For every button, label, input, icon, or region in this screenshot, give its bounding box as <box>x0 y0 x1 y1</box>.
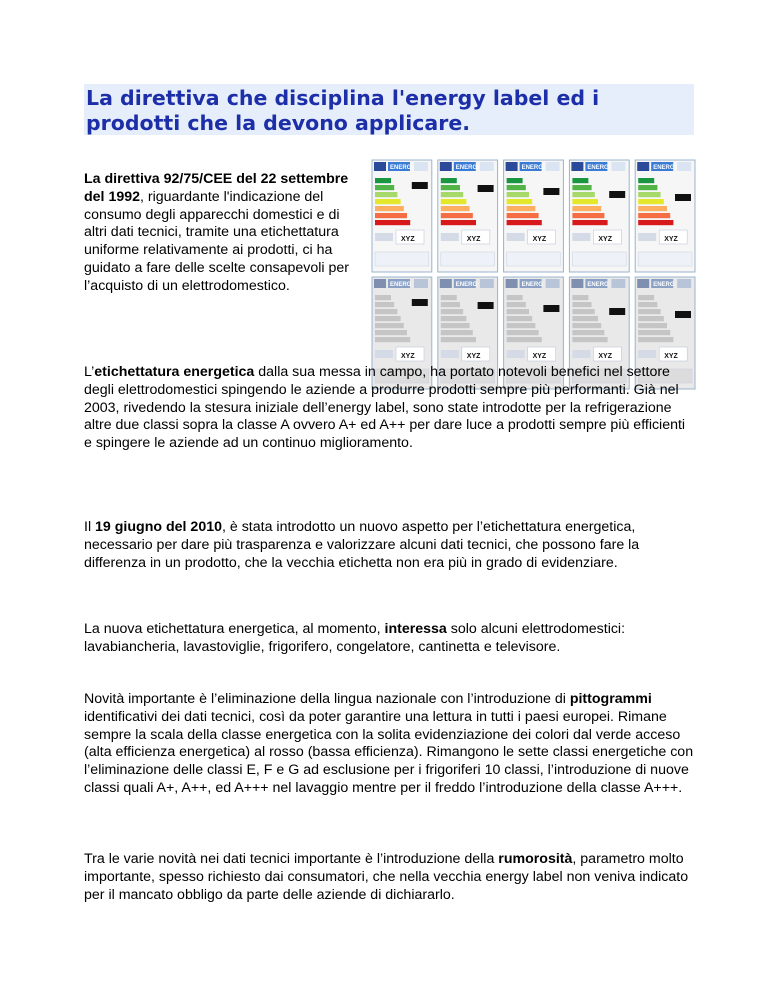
info-lines <box>572 233 590 241</box>
energy-class-bar <box>507 206 536 211</box>
energy-class-bar <box>572 302 591 307</box>
energy-class-bar <box>441 178 457 183</box>
model-code: XYZ <box>401 236 415 243</box>
eu-flag <box>440 279 452 288</box>
energy-class-bar <box>572 178 588 183</box>
eu-flag <box>374 162 386 171</box>
energy-class-bar <box>507 337 542 342</box>
energy-class-bar <box>441 309 463 314</box>
energy-class-bar <box>375 220 410 225</box>
model-code: XYZ <box>466 236 481 243</box>
page-title: La direttiva che disciplina l'energy label ed i prodotti che la devono applicare. <box>86 86 600 135</box>
eu-flag <box>374 279 386 288</box>
energy-label-heading: ENERG <box>653 165 675 171</box>
energy-class-bar <box>572 220 607 225</box>
energy-class-bar <box>507 199 533 204</box>
energy-class-bar <box>507 192 529 197</box>
energy-class-bar <box>375 337 410 342</box>
energy-class-bar <box>507 323 536 328</box>
energy-class-bar <box>375 178 391 183</box>
energy-class-bar <box>441 192 463 197</box>
energy-class-arrow <box>478 302 494 309</box>
energy-class-bar <box>638 337 673 342</box>
paragraph-directive: La direttiva 92/75/CEE del 22 settembre del 1992, riguardante l'indicazione del consumo degli apparecchi domestici e di altri dati tecnici, tramite una etichettatura uniforme relativamente ai prodotti, ci ha guidato a fare delle scelte consapevoli per l’acquisto di un elettrodomestico. <box>84 171 350 294</box>
energy-class-arrow <box>543 188 559 195</box>
info-lines <box>507 233 525 241</box>
model-code: XYZ <box>532 353 547 360</box>
pictograms-highlight: pittogrammi <box>569 691 652 707</box>
paragraph-noise: Tra le varie novità nei dati tecnici importante è l’introduzione della rumorosità, parametro molto importante, spesso richiesto dai consumatori, che nella vecchia energy label non veniva indicato per il mancato obbligo da parte delle aziende di dichiararlo. <box>84 851 689 903</box>
energy-class-bar <box>638 185 657 190</box>
energy-class-bar <box>507 178 523 183</box>
energy-class-arrow <box>609 308 625 315</box>
info-lines <box>375 350 393 358</box>
energy-class-bar <box>572 295 588 300</box>
energy-class-bar <box>638 206 667 211</box>
energy-class-bar <box>375 309 397 314</box>
energy-label-icons <box>414 162 428 171</box>
energy-class-bar <box>507 185 526 190</box>
energy-class-bar <box>441 213 473 218</box>
energy-class-bar <box>507 295 523 300</box>
energy-class-bar <box>441 220 476 225</box>
energy-class-bar <box>375 199 401 204</box>
model-code: XYZ <box>532 236 547 243</box>
energy-class-bar <box>572 316 598 321</box>
energy-class-bar <box>638 302 657 307</box>
energy-class-bar <box>572 323 601 328</box>
model-code: XYZ <box>466 353 481 360</box>
energy-label-heading: ENERG <box>521 282 543 288</box>
energy-class-bar <box>375 316 401 321</box>
energy-class-bar <box>507 220 542 225</box>
energy-class-bar <box>572 192 594 197</box>
energy-class-arrow <box>543 305 559 312</box>
energy-label-heading: ENERG <box>587 282 609 288</box>
pictograms-row <box>441 252 495 266</box>
energy-class-bar <box>375 206 404 211</box>
energy-class-arrow <box>412 182 428 189</box>
energy-class-bar <box>507 316 533 321</box>
pictograms-row <box>375 252 429 266</box>
energy-class-arrow <box>675 311 691 318</box>
energy-class-bar <box>638 192 660 197</box>
eu-flag <box>571 279 583 288</box>
energy-label-icons <box>546 279 560 288</box>
energy-label-heading: ENERG <box>390 282 412 288</box>
eu-flag <box>440 162 452 171</box>
energy-class-bar <box>638 178 654 183</box>
energy-label-icons <box>414 279 428 288</box>
energy-class-bar <box>572 309 594 314</box>
energy-class-arrow <box>412 299 428 306</box>
energy-class-bar <box>375 192 397 197</box>
energy-class-bar <box>638 220 673 225</box>
energy-class-bar <box>441 302 460 307</box>
model-code: XYZ <box>664 353 678 360</box>
info-lines <box>638 233 656 241</box>
energy-class-bar <box>638 309 660 314</box>
energy-class-bar <box>375 323 404 328</box>
energy-class-bar <box>638 323 667 328</box>
energy-class-bar <box>441 323 470 328</box>
pictograms-row <box>572 252 626 266</box>
energy-class-bar <box>507 302 526 307</box>
model-code: XYZ <box>598 236 613 243</box>
energy-class-bar <box>375 213 407 218</box>
paragraph-energy-labelling: L’etichettatura energetica dalla sua messa in campo, ha portato notevoli benefici nel settore degli elettrodomestici spingendo le aziende a produrre prodotti sempre più performanti. Già nel 2003, rivedendo la stesura iniziale dell’energy label, sono state introdotte per la refrigerazione altre due classi sopra la classe A ovvero A+ ed A++ per dare luce a prodotti sempre più efficienti e spingere le aziende ad un continuo miglioramento. <box>84 364 686 452</box>
model-code: XYZ <box>401 353 415 360</box>
energy-class-bar <box>441 199 467 204</box>
energy-class-bar <box>441 316 467 321</box>
eu-flag <box>506 162 518 171</box>
energy-class-bar <box>441 337 476 342</box>
paragraph-2010-update: Il 19 giugno del 2010, è stata introdotto un nuovo aspetto per l’etichettatura energetica, necessario per dare più trasparenza e valorizzare alcuni dati tecnici, che possono fare la differenza in un prodotto, che la vecchia etichetta non era più in grado di evidenziare. <box>84 519 640 571</box>
paragraph-appliances: La nuova etichettatura energetica, al momento, interessa solo alcuni elettrodomestici: lavabiancheria, lavastoviglie, frigorifero, congelatore, cantinetta e televisore. <box>84 621 626 655</box>
energy-class-bar <box>441 206 470 211</box>
energy-class-bar <box>375 295 391 300</box>
energy-label-heading: ENERG <box>653 282 675 288</box>
energy-class-bar <box>638 213 670 218</box>
energy-class-bar <box>375 330 407 335</box>
info-lines <box>572 350 590 358</box>
energy-class-bar <box>572 213 604 218</box>
noise-highlight: rumorosità <box>498 851 573 867</box>
energy-label-heading: ENERG <box>390 165 412 171</box>
energy-label-icons <box>480 279 494 288</box>
info-lines <box>375 233 393 241</box>
pictograms-row <box>638 252 692 266</box>
eu-flag <box>637 162 649 171</box>
info-lines <box>441 350 459 358</box>
energy-class-bar <box>638 199 664 204</box>
info-lines <box>441 233 459 241</box>
date-highlight: 19 giugno del 2010 <box>95 519 222 535</box>
energy-class-bar <box>572 206 601 211</box>
info-lines <box>638 350 656 358</box>
energy-class-arrow <box>478 185 494 192</box>
energy-label-heading: ENERG <box>455 282 478 288</box>
energy-label-icons <box>480 162 494 171</box>
energy-label-heading: ENERG <box>455 165 478 171</box>
energy-class-bar <box>507 330 539 335</box>
energy-class-bar <box>638 330 670 335</box>
energy-class-bar <box>507 309 529 314</box>
energy-class-bar <box>572 330 604 335</box>
info-lines <box>507 350 525 358</box>
energy-labels-illustration <box>369 158 698 392</box>
energy-class-bar <box>375 302 394 307</box>
energy-class-bar <box>572 337 607 342</box>
energy-class-bar <box>441 330 473 335</box>
directive-reference: La direttiva 92/75/CEE del 22 settembre del 1992 <box>84 171 349 205</box>
energy-label-icons <box>546 162 560 171</box>
energy-class-bar <box>638 316 664 321</box>
model-code: XYZ <box>664 236 678 243</box>
energy-class-bar <box>375 185 394 190</box>
energy-class-bar <box>441 295 457 300</box>
model-code: XYZ <box>598 353 613 360</box>
energy-class-arrow <box>609 191 625 198</box>
energy-label-heading: ENERG <box>587 165 609 171</box>
energy-labels-image <box>369 158 698 392</box>
energy-class-bar <box>572 185 591 190</box>
energy-label-icons <box>611 279 625 288</box>
eu-flag <box>571 162 583 171</box>
energy-label-icons <box>611 162 625 171</box>
energy-label-heading: ENERG <box>521 165 543 171</box>
energy-class-bar <box>441 185 460 190</box>
energy-label-icons <box>677 162 691 171</box>
eu-flag <box>506 279 518 288</box>
paragraph-pictograms: Novità importante è l’eliminazione della lingua nazionale con l’introduzione di pittogrammi identificativi dei dati tecnici, così da poter garantire una lettura in tutti i paesi europei. Rimane sempre la scala della classe energetica con la solita evidenziazione dei colori dal verde acceso (alta efficienza energetica) al rosso (bassa efficienza). Rimangono le sette classi energetiche con l’eliminazione delle classi E, F e G ad esclusione per i frigoriferi 10 classi, l’introduzione di nuove classi quali A+, A++, ed A+++ nel lavaggio mentre per il freddo l’introduzione della classe A+++. <box>84 691 694 796</box>
energy-labelling-term: etichettatura energetica <box>94 364 255 380</box>
energy-label-icons <box>677 279 691 288</box>
interessa-highlight: interessa <box>384 621 447 637</box>
energy-class-arrow <box>675 194 691 201</box>
energy-class-bar <box>507 213 539 218</box>
pictograms-row <box>507 252 561 266</box>
energy-class-bar <box>572 199 598 204</box>
eu-flag <box>637 279 649 288</box>
energy-class-bar <box>638 295 654 300</box>
